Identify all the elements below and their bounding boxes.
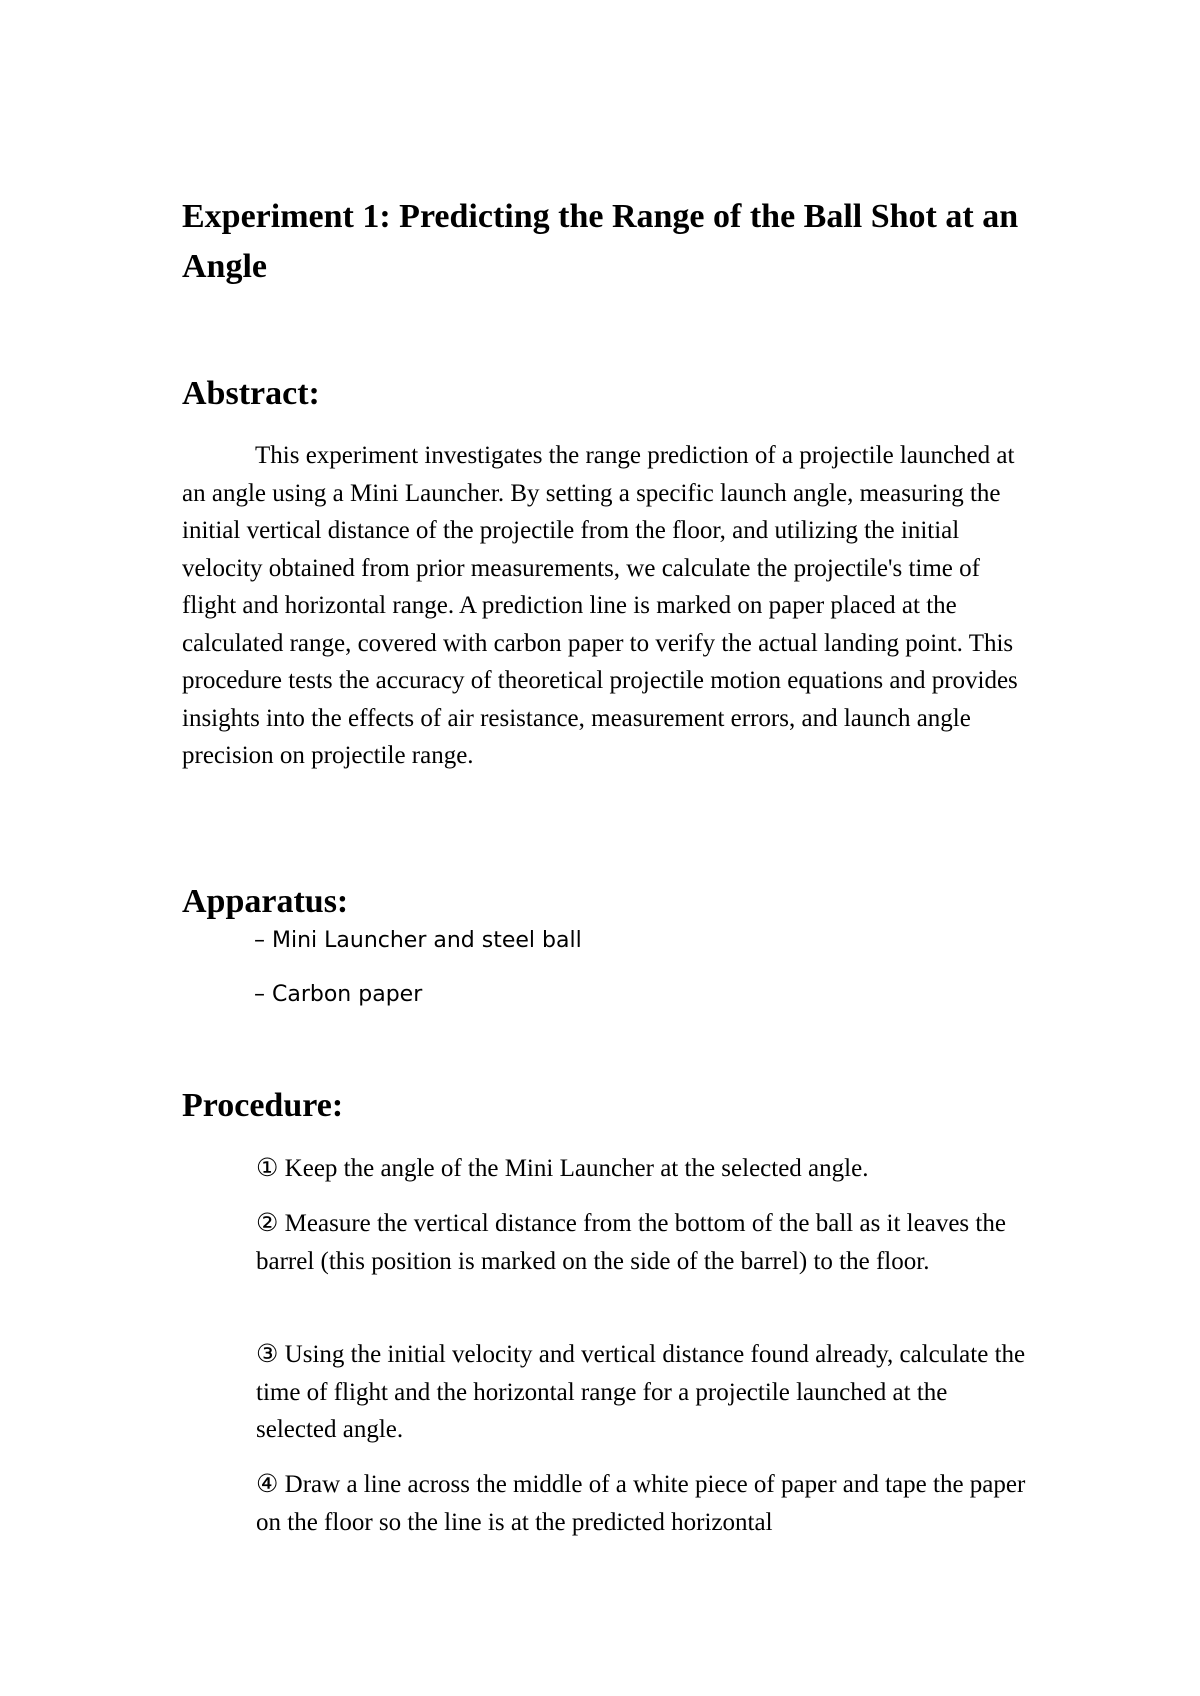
procedure-step-1: ① Keep the angle of the Mini Launcher at the selected angle. bbox=[256, 1155, 869, 1182]
apparatus-heading: Apparatus: bbox=[182, 883, 349, 920]
abstract-heading: Abstract: bbox=[182, 375, 320, 412]
apparatus-item: – Mini Launcher and steel ball bbox=[254, 928, 582, 953]
procedure-step-2: ② Measure the vertical distance from the bottom of the ball as it leaves the barrel (this position is marked on the side of the barrel) to the floor. bbox=[256, 1210, 1006, 1275]
apparatus-item: – Carbon paper bbox=[254, 982, 423, 1007]
procedure-step-3: ③ Using the initial velocity and vertical distance found already, calculate the time of flight and the horizontal range for a projectile launched at the selected angle. bbox=[256, 1341, 1026, 1443]
document-title: Experiment 1: Predicting the Range of the Ball Shot at an Angle bbox=[182, 198, 1019, 285]
procedure-step-4: ④ Draw a line across the middle of a white piece of paper and tape the paper on the floor so the line is at the predicted horizontal bbox=[256, 1471, 1026, 1536]
abstract-body: This experiment investigates the range prediction of a projectile launched at an angle using a Mini Launcher. By setting a specific launch angle, measuring the initial vertical distance of the projectile from the floor, and utilizing the initial velocity obtained from prior measurements, we calculate the projectile's time of flight and horizontal range. A prediction line is marked on paper placed at the calculated range, covered with carbon paper to verify the actual landing point. This procedure tests the accuracy of theoretical projectile motion equations and provides insights into the effects of air resistance, measurement errors, and launch angle precision on projectile range. bbox=[182, 442, 1018, 769]
procedure-heading: Procedure: bbox=[182, 1087, 344, 1124]
apparatus-list bbox=[254, 924, 582, 1032]
